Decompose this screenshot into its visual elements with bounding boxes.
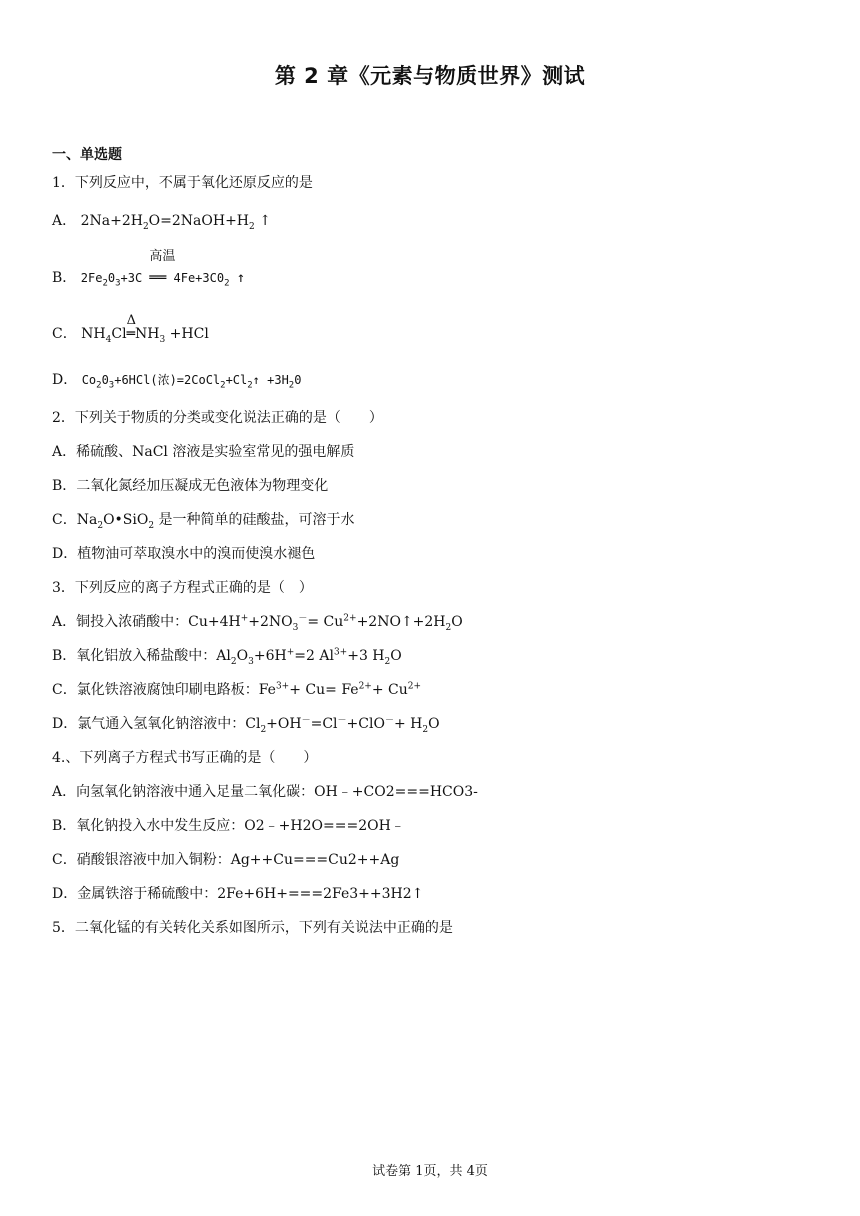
reaction-arrow: 高温 ══ [149, 249, 176, 286]
question-1-option-b [52, 249, 246, 289]
question-3-option-d [52, 714, 440, 734]
option-prefix: C．氯化铁溶液腐蚀印刷电路板： [52, 682, 259, 698]
question-4-option-c: C．硝酸银溶液中加入铜粉：Ag++Cu===Cu2++Ag [52, 852, 400, 868]
question-2-option-b: B．二氧化氮经加压凝成无色液体为物理变化 [52, 478, 329, 494]
question-2-stem: 2．下列关于物质的分类或变化说法正确的是（ ） [52, 410, 383, 426]
page-title: 第 2 章《元素与物质世界》测试 [274, 64, 586, 88]
option-label: B． [52, 270, 77, 286]
equation: $Co_20_3+6HCl$(浓)$=2CoCl_2+Cl_2↑ +3H_20$ [81, 373, 302, 391]
question-2-option-a: A．稀硫酸、NaCl 溶液是实验室常见的强电解质 [52, 444, 355, 460]
option-label: D． [52, 372, 78, 388]
option-prefix: B．氧化铝放入稀盐酸中： [52, 648, 217, 664]
question-1-option-c [52, 313, 209, 345]
reaction-condition: Δ [126, 313, 136, 328]
equation: $Cu+4H^++2NO_3^-=$ $Cu^{2+}+2NO↑+2H_2O$ [188, 613, 463, 633]
formula: $Na_2O•SiO_2$ [76, 512, 155, 531]
question-2-option-d: D．植物油可萃取溴水中的溴而使溴水褪色 [52, 546, 316, 562]
equation: $NH_4Cl$ Δ $═NH_3 +HCl$ [81, 313, 209, 345]
equation: $2Fe_20_3+3C$ 高温 ══ $4Fe+3C0_2$ ↑ [80, 249, 246, 289]
question-5-stem: 5．二氧化锰的有关转化关系如图所示，下列有关说法中正确的是 [52, 920, 453, 936]
question-2-option-c [52, 510, 355, 530]
option-prefix: A．铜投入浓硝酸中： [52, 614, 189, 630]
question-3-stem: 3．下列反应的离子方程式正确的是（ ） [52, 580, 313, 596]
question-3-option-b [52, 646, 402, 666]
equation: $2Na+2H_2O=2NaOH+H_2$ ↑ [80, 213, 271, 232]
option-label: C． [52, 326, 77, 342]
option-prefix: C． [52, 512, 77, 528]
question-4-option-a: A．向氢氧化钠溶液中通入足量二氧化碳：OH﹣+CO2===HCO3- [52, 784, 478, 800]
option-prefix: D．氯气通入氢氧化钠溶液中： [52, 716, 246, 732]
section-heading: 一、单选题 [52, 147, 122, 163]
question-1-option-a [52, 211, 271, 231]
equation: $Fe^{3+}+ Cu= Fe^{2+}+ Cu^{2+}$ [258, 681, 422, 698]
reaction-arrow: Δ ═ [126, 313, 136, 342]
question-1-option-d [52, 370, 301, 390]
equation: $Al_2O_3+6H^+=2$ $Al^{3+}+3$ $H_2O$ [216, 647, 402, 667]
question-3-option-a [52, 612, 463, 632]
question-4-option-d: D．金属铁溶于稀硫酸中：2Fe+6H+===2Fe3++3H2↑ [52, 886, 424, 902]
option-text: 是一种简单的硅酸盐，可溶于水 [158, 512, 355, 528]
reaction-condition: 高温 [149, 249, 176, 264]
question-3-option-c [52, 680, 421, 700]
option-label: A． [52, 213, 77, 229]
question-1-stem: 1．下列反应中，不属于氧化还原反应的是 [52, 175, 313, 191]
page-footer: 试卷第 1页，共 4页 [372, 1164, 488, 1179]
question-4-stem: 4.、下列离子方程式书写正确的是（ ） [52, 750, 318, 766]
question-4-option-b: B．氧化钠投入水中发生反应：O2﹣+H2O===2OH﹣ [52, 818, 405, 834]
equation: $Cl_2+OH^-=Cl^-+ClO^-+ H_2O$ [245, 715, 440, 735]
